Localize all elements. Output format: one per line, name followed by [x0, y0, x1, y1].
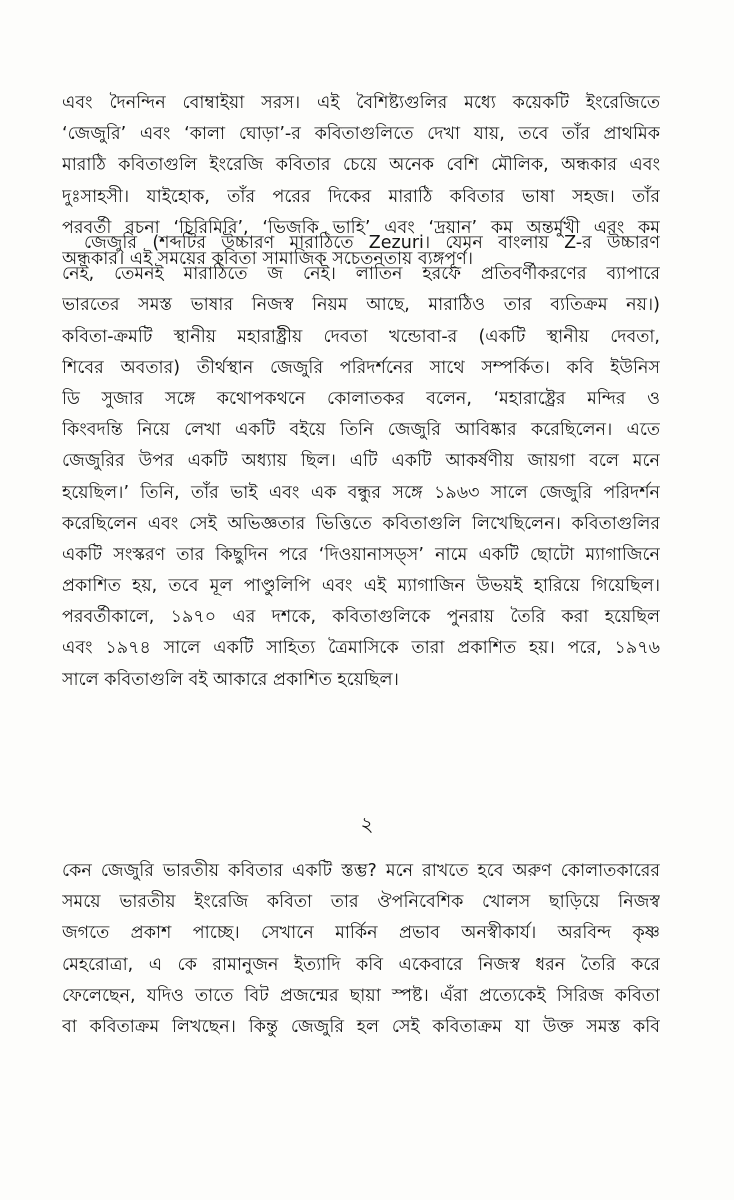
- text-line: পরবর্তীকালে, ১৯৭০ এর দশকে, কবিতাগুলিকে পুনরায় তৈরি করা হয়েছিল: [62, 607, 660, 628]
- text-line: এবং ১৯৭৪ সালে একটি সাহিত্য ত্রৈমাসিকে তারা প্রকাশিত হয়। পরে, ১৯৭৬: [62, 638, 660, 659]
- text-line: সময়ে ভারতীয় ইংরেজি কবিতা তার ঔপনিবেশিক খোলস ছাড়িয়ে নিজস্ব: [62, 892, 660, 913]
- text-line: কবিতা-ক্রমটি স্থানীয় মহারাষ্ট্রীয় দেবতা খন্ডোবা-র (একটি স্থানীয় দেবতা,: [62, 326, 660, 347]
- text-line: ‘জেজুরি’ এবং ‘কালা ঘোড়া’-র কবিতাগুলিতে দেখা যায়, তবে তাঁর প্রাথমিক: [62, 124, 660, 145]
- text-line: হয়েছিল।’ তিনি, তাঁর ভাই এবং এক বন্ধুর সঙ্গে ১৯৬৩ সালে জেজুরি পরিদর্শন: [62, 482, 660, 503]
- paragraph-3: [62, 856, 660, 1043]
- text-line: অন্ধকার। এই সময়ের কবিতা সামাজিক সচেতনতায় ব্যঙ্গপূর্ণ।: [62, 248, 474, 269]
- text-line: কিংবদন্তি নিয়ে লেখা একটি বইয়ে তিনি জেজুরি আবিষ্কার করেছিলেন। এতে: [62, 420, 660, 441]
- text-line: কেন জেজুরি ভারতীয় কবিতার একটি স্তম্ভ? মনে রাখতে হবে অরুণ কোলাতকারের: [62, 861, 660, 881]
- text-line: করেছিলেন এবং সেই অভিজ্ঞতার ভিত্তিতে কবিতাগুলি লিখেছিলেন। কবিতাগুলির: [62, 513, 660, 534]
- text-line: একটি সংস্করণ তার কিছুদিন পরে ‘দিওয়ানাসড্স’ নামে একটি ছোটো ম্যাগাজিনে: [62, 544, 660, 565]
- text-line: বা কবিতাক্রম লিখছেন। কিন্তু জেজুরি হল সেই কবিতাক্রম যা উক্ত সমস্ত কবি: [62, 1016, 660, 1037]
- text-line: এবং দৈনন্দিন বোম্বাইয়া সরস। এই বৈশিষ্ট্যগুলির মধ্যে কয়েকটি ইংরেজিতে: [62, 93, 660, 113]
- text-line: শিবের অবতার) তীর্থস্থান জেজুরি পরিদর্শনের সাথে সম্পর্কিত। কবি ইউনিস: [62, 357, 660, 378]
- text-line: পরবর্তী রচনা ‘চিরিমিরি’, ‘ভিজকি ভাহি’ এবং ‘দ্রয়ান’ কম অন্তর্মুখী এবং কম: [62, 217, 660, 238]
- text-line: মেহরোত্রা, এ কে রামানুজন ইত্যাদি কবি একেবারে নিজস্ব ধরন তৈরি করে: [62, 954, 660, 975]
- text-line: ভারতের সমস্ত ভাষার নিজস্ব নিয়ম আছে, মারাঠিও তার ব্যতিক্রম নয়।): [62, 295, 660, 316]
- text-line: ফেলেছেন, যদিও তাতে বিট প্রজন্মের ছায়া স্পষ্ট। এঁরা প্রত্যেকেই সিরিজ কবিতা: [62, 985, 660, 1006]
- paragraph-2: [62, 228, 660, 696]
- section-number: ২: [360, 812, 374, 836]
- text-line: জেজুরি (শব্দটির উচ্চারণ মারাঠিতে Zezuri। যেমন বাংলায় Z-র উচ্চারণ: [84, 233, 660, 253]
- text-line: ডি সুজার সঙ্গে কথোপকথনে কোলাতকর বলেন, ‘মহারাষ্ট্রের মন্দির ও: [62, 388, 660, 409]
- text-line: জেজুরির উপর একটি অধ্যায় ছিল। এটি একটি আকর্ষণীয় জায়গা বলে মনে: [62, 451, 660, 472]
- text-line: নেই, তেমনই মারাঠিতে জ নেই। লাতিন হরফে প্রতিবর্ণীকরণের ব্যাপারে: [62, 264, 660, 285]
- text-line: সালে কবিতাগুলি বই আকারে প্রকাশিত হয়েছিল।: [62, 669, 399, 690]
- text-line: দুঃসাহসী। যাইহোক, তাঁর পরের দিকের মারাঠি কবিতার ভাষা সহজ। তাঁর: [62, 186, 660, 207]
- text-line: মারাঠি কবিতাগুলি ইংরেজি কবিতার চেয়ে অনেক বেশি মৌলিক, অন্ধকার এবং: [62, 155, 660, 176]
- text-line: জগতে প্রকাশ পাচ্ছে। সেখানে মার্কিন প্রভাব অনস্বীকার্য। অরবিন্দ কৃষ্ণ: [62, 923, 660, 944]
- text-line: প্রকাশিত হয়, তবে মূল পাণ্ডুলিপি এবং এই ম্যাগাজিন উভয়ই হারিয়ে গিয়েছিল।: [62, 576, 660, 597]
